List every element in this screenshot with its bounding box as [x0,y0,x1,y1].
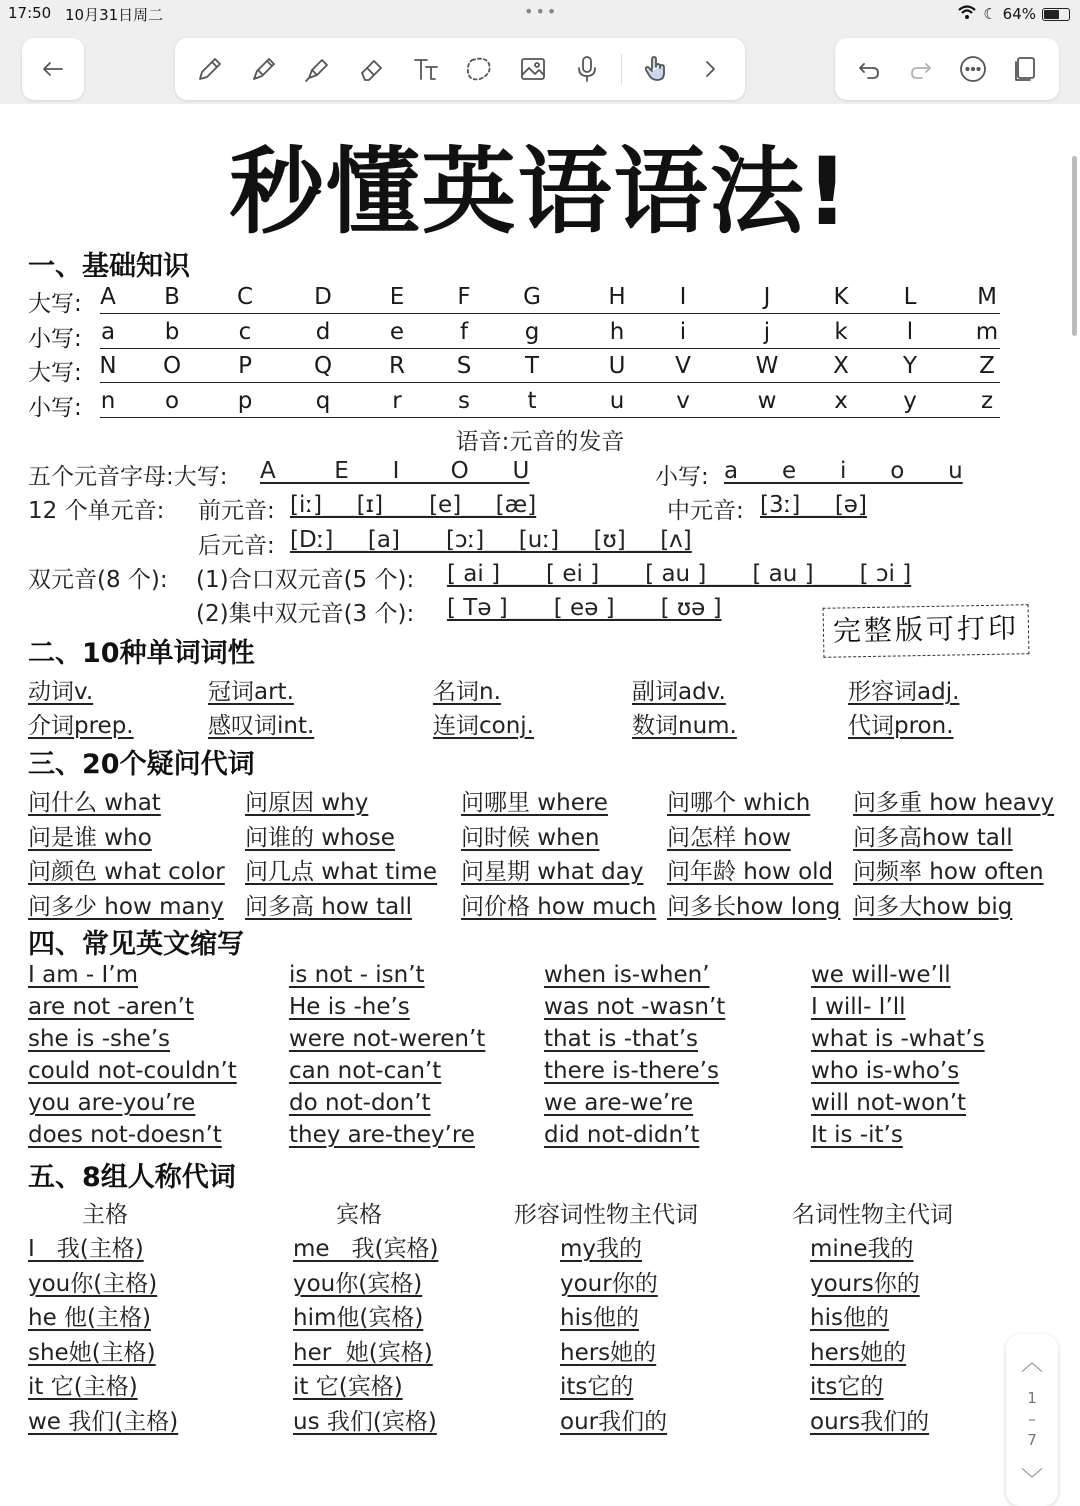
letter: W [755,353,779,379]
pen-icon[interactable] [244,49,284,89]
status-right [957,4,1070,24]
tool-palette [175,38,745,100]
back-vowel-label: 后元音: [198,533,275,559]
phonics-heading: 语音:元音的发音 [455,429,625,455]
chevron-right-icon[interactable] [690,49,730,89]
contraction-item: do not-don’t [289,1090,431,1116]
question-word-item: 问价格 how much [461,893,657,920]
letter: a [100,319,116,345]
wifi-icon [957,4,977,24]
letter: h [609,319,625,345]
question-word-item: 问几点 what time [245,859,438,885]
uppercase-label: 大写: [28,291,82,317]
total-pages: 7 [1027,1431,1037,1449]
central-vowel-label: 中元音: [667,498,744,524]
current-page: 1 [1027,1389,1037,1407]
text-tool-icon[interactable] [406,49,446,89]
eraser-icon[interactable] [352,49,392,89]
part-of-speech-item: 代词pron. [848,713,954,739]
part-of-speech-item: 介词prep. [28,713,134,739]
centering-diphthongs: [ Tə ]____[ eə ]____[ ʊə ] [447,595,722,621]
part-of-speech-item: 连词conj. [433,713,534,739]
question-word-item: 问哪里 where [461,790,608,816]
contraction-item: are not -aren’t [28,994,194,1020]
part-of-speech-item: 冠词art. [208,679,294,705]
diphthong-label: 双元音(8 个): [28,567,168,593]
letter: f [459,319,469,345]
letter: N [99,353,117,379]
question-word-item: 问多高how tall [853,824,1013,851]
uppercase-row-1 [100,286,1000,314]
letter: q [315,388,331,414]
letter: b [164,319,180,345]
contraction-item: there is-there’s [544,1058,719,1084]
pronoun-column-header: 主格 [82,1202,128,1228]
section-pronouns-heading: 五、8组人称代词 [28,1162,236,1193]
letter: n [100,388,116,414]
image-icon[interactable] [513,49,553,89]
pronoun-column-header: 形容词性物主代词 [514,1202,698,1228]
contraction-item: was not -wasn’t [544,994,726,1020]
question-word-item: 问星期 what day [461,859,644,885]
letter: p [237,388,253,414]
letter: V [675,353,691,379]
question-word-item: 问原因 why [245,790,369,816]
letter: O [162,353,182,379]
pronoun-item: she她(主格) [28,1339,156,1366]
part-of-speech-item: 形容词adj. [848,679,960,705]
pronoun-item: her 她(宾格) [293,1339,433,1366]
pronoun-item: it 它(主格) [28,1374,138,1401]
question-word-item: 问颜色 what color [28,859,225,885]
contraction-item: It is -it’s [811,1122,903,1148]
front-vowel-label: 前元音: [198,498,275,524]
letter: j [763,319,771,345]
front-vowels: [iː]___[ɪ]____[e]___[æ] [290,492,537,518]
letter: U [608,353,626,379]
battery-icon [1042,8,1070,21]
contraction-item: we are-we’re [544,1090,694,1116]
closing-diphthongs: [ ai ]____[ ei ]____[ au ]____[ au ]____[ ɔi ] [447,561,912,587]
printable-stamp: 完整版可打印 [823,604,1030,658]
section-contractions-heading: 四、常见英文缩写 [28,929,244,960]
letter: H [608,284,626,310]
contraction-item: He is -he’s [289,994,410,1020]
contraction-item: did not-didn’t [544,1122,700,1148]
letter: M [977,284,997,310]
lowercase-label: 小写: [28,326,82,352]
pronoun-item: our我们的 [560,1409,668,1435]
question-word-item: 问多少 how many [28,893,224,920]
status-date: 10月31日周二 [65,6,164,24]
pronoun-item: ours我们的 [810,1409,930,1435]
letter: w [757,388,777,414]
contraction-item: you are-you’re [28,1090,196,1116]
vowels-upper: A E I O U [260,458,530,484]
lasso-icon[interactable] [459,49,499,89]
contraction-item: what is -what’s [811,1026,985,1052]
contraction-item: does not-doesn’t [28,1122,222,1148]
section-parts-of-speech-heading: 二、10种单词词性 [28,638,255,669]
letter: s [458,388,470,414]
letter: T [524,353,540,379]
pronoun-item: his他的 [810,1305,889,1332]
centering-diphthong-label: (2)集中双元音(3 个): [196,601,415,627]
pronoun-column-header: 宾格 [336,1202,382,1228]
page-navigator [1006,1334,1058,1506]
letter: Q [313,353,333,379]
letter: S [456,353,472,379]
letter: K [833,284,849,310]
toolbar [0,28,1080,104]
pronoun-item: yours你的 [810,1270,920,1297]
contraction-item: can not-can’t [289,1058,442,1084]
uppercase-label: 大写: [28,360,82,386]
back-button[interactable] [22,38,84,100]
document-page [0,104,1080,1493]
question-word-item: 问哪个 which [667,790,811,816]
pronoun-item: my我的 [560,1236,643,1262]
part-of-speech-item: 动词v. [28,679,94,705]
uppercase-row-2 [100,355,1000,383]
section-basics-heading: 一、基础知识 [28,251,190,282]
letter: L [903,284,917,310]
question-word-item: 问什么 what [28,790,161,816]
question-word-item: 问多大how big [853,893,1013,920]
contraction-item: we will-we’ll [811,962,951,988]
pronoun-item: it 它(宾格) [293,1374,403,1401]
highlighter-icon[interactable] [298,49,338,89]
letter: J [763,284,771,310]
contraction-item: is not - isn’t [289,962,425,988]
letter: E [389,284,405,310]
monophthong-label: 12 个单元音: [28,498,165,524]
question-word-item: 问多长how long [667,893,841,920]
vowels-lower: a e i o u [724,458,963,484]
back-arrow-icon [33,49,73,89]
question-word-item: 问频率 how often [853,859,1044,885]
part-of-speech-item: 副词adv. [632,679,726,705]
page-divider: – [1028,1410,1036,1428]
section-question-words-heading: 三、20个疑问代词 [28,749,255,780]
pronoun-item: hers她的 [560,1339,657,1366]
pronoun-column-header: 名词性物主代词 [792,1202,953,1228]
central-vowels: [3ː]___[ə] [760,492,867,518]
letter: t [527,388,537,414]
page-indicator [1006,1388,1058,1451]
question-word-item: 问谁的 whose [245,824,395,851]
question-word-item: 问怎样 how [667,824,791,851]
lowercase-row-1 [100,321,1000,349]
undo-icon[interactable] [849,49,889,89]
multitask-dots-icon[interactable]: ••• [524,2,559,21]
letter: D [314,284,332,310]
letter: y [903,388,917,414]
more-icon[interactable] [953,49,993,89]
letter: e [389,319,405,345]
question-word-item: 问年龄 how old [667,859,834,885]
action-palette [835,38,1059,100]
moon-icon: ☾ [983,5,997,23]
page-title: 秒懂英语语法! [229,138,851,247]
lowercase-row-2 [100,390,1000,418]
contraction-item: were not-weren’t [289,1026,486,1052]
contraction-item: who is-who’s [811,1058,960,1084]
contraction-item: they are-they’re [289,1122,475,1148]
letter: F [457,284,471,310]
contraction-item: she is -she’s [28,1026,171,1052]
pronoun-item: we 我们(主格) [28,1409,179,1435]
battery-percent: 64% [1002,5,1036,23]
part-of-speech-item: 感叹词int. [208,713,315,739]
pronoun-item: its它的 [560,1374,634,1401]
letter: A [100,284,116,310]
page-up-icon[interactable]: ︿ [1020,1351,1043,1376]
contraction-item: when is-when’ [544,962,710,988]
page-down-icon[interactable]: ﹀ [1020,1468,1043,1493]
pronoun-item: your你的 [560,1270,658,1297]
letter: g [524,319,540,345]
letter: z [980,388,994,414]
letter: k [834,319,848,345]
status-bar [0,0,1080,28]
pronoun-item: you你(宾格) [293,1270,423,1297]
letter: o [164,388,180,414]
question-word-item: 问是谁 who [28,824,152,851]
toolbar-divider [621,54,622,84]
pronoun-item: you你(主格) [28,1270,158,1297]
pronoun-item: mine我的 [810,1236,914,1262]
letter: R [389,353,405,379]
letter: P [238,353,252,379]
letter: r [392,388,402,414]
back-vowels: [Dː]___[a]____[ɔː]___[uː]___[ʊ]___[ʌ] [290,527,692,553]
contraction-item: that is -that’s [544,1026,699,1052]
letter: X [833,353,849,379]
lowercase-label: 小写: [28,395,82,421]
letter: m [975,319,999,345]
part-of-speech-item: 数词num. [632,713,737,739]
contraction-item: could not-couldn’t [28,1058,237,1084]
status-time: 17:50 [8,4,52,22]
letter: d [315,319,331,345]
letter: C [236,284,254,310]
hand-pointer-icon[interactable] [636,49,676,89]
pronoun-item: he 他(主格) [28,1305,151,1332]
contraction-item: I will- I’ll [811,994,906,1020]
letter: B [164,284,180,310]
microphone-icon[interactable] [567,49,607,89]
question-word-item: 问时候 when [461,824,600,851]
pronoun-item: its它的 [810,1374,884,1401]
contraction-item: will not-won’t [811,1090,967,1116]
letter: x [834,388,848,414]
pencil-icon[interactable] [190,49,230,89]
pages-icon[interactable] [1005,49,1045,89]
letter: Y [902,353,918,379]
letter: c [238,319,252,345]
letter: Z [979,353,995,379]
closing-diphthong-label: (1)合口双元音(5 个): [196,567,415,593]
pronoun-item: hers她的 [810,1339,907,1366]
part-of-speech-item: 名词n. [433,679,501,705]
letter: I [679,284,687,310]
letter: v [676,388,690,414]
pronoun-item: me 我(宾格) [293,1236,439,1262]
vowels-label: 五个元音字母:大写: [28,464,228,490]
vowels-lower-label: 小写: [655,464,709,490]
letter: u [609,388,625,414]
letter: i [679,319,687,345]
battery-level [1044,10,1059,19]
pronoun-item: his他的 [560,1305,639,1332]
question-word-item: 问多高 how tall [245,893,412,920]
contraction-item: I am - I’m [28,962,139,988]
pronoun-item: I 我(主格) [28,1236,144,1262]
pronoun-item: us 我们(宾格) [293,1409,437,1435]
letter: l [906,319,914,345]
redo-icon[interactable] [901,49,941,89]
pronoun-item: him他(宾格) [293,1305,424,1332]
letter: G [523,284,541,310]
question-word-item: 问多重 how heavy [853,790,1055,816]
